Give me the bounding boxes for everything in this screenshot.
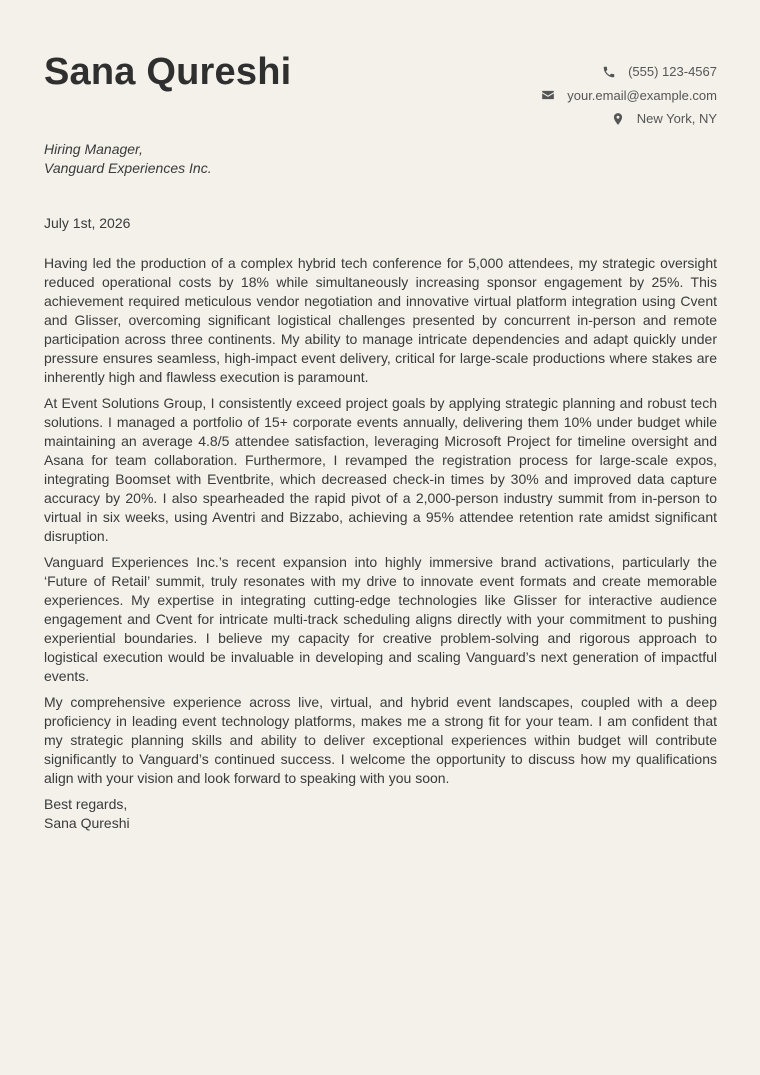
letter-body — [44, 254, 717, 795]
email-text: your.email@example.com — [567, 87, 717, 103]
map-pin-icon — [611, 112, 625, 126]
closing-salutation: Best regards, — [44, 796, 128, 812]
body-paragraph: My comprehensive experience across live, virtual, and hybrid event landscapes, coupled with a deep proficiency in leading event technology platforms, makes me a strong fit for your team. I am confident that my strategic planning skills and ability to deliver exceptional experiences within budget will contribute significantly to Vanguard’s continued success. I welcome the opportunity to discuss how my qualifications align with your vision and look forward to speaking with you soon. — [44, 694, 717, 786]
envelope-icon — [541, 88, 555, 102]
phone-icon — [602, 65, 616, 79]
body-paragraph: At Event Solutions Group, I consistently exceed project goals by applying strategic planning and robust tech solutions. I managed a portfolio of 15+ corporate events annually, delivering them 10% under budget while maintaining an average 4.8/5 attendee satisfaction, leveraging Microsoft Project for timeline oversight and Asana for team collaboration. Furthermore, I revamped the registration process for large-scale expos, integrating Boomset with Eventbrite, which decreased check-in times by 30% and improved data capture accuracy by 20%. I also spearheaded the rapid pivot of a 2,000-person industry summit from in-person to virtual in six weeks, using Aventri and Bizzabo, achieving a 95% attendee retention rate amidst significant disruption. — [44, 395, 717, 544]
letter-date: July 1st, 2026 — [44, 215, 131, 231]
contact-block — [541, 60, 717, 131]
recipient-block — [44, 140, 212, 178]
closing-block — [44, 795, 130, 833]
body-paragraph: Having led the production of a complex hybrid tech conference for 5,000 attendees, my strategic oversight reduced operational costs by 18% while simultaneously increasing sponsor engagement by 25%. This achievement required meticulous vendor negotiation and innovative virtual platform integration using Cvent and Glisser, overcoming significant logistical challenges presented by concurrent in-person and remote participation across three continents. My ability to manage intricate dependencies and adapt quickly under pressure ensures seamless, high-impact event delivery, critical for large-scale productions where stakes are inherently high and flawless execution is paramount. — [44, 255, 717, 385]
recipient-company: Vanguard Experiences Inc. — [44, 160, 212, 176]
location-text: New York, NY — [636, 111, 717, 126]
contact-location — [541, 107, 717, 131]
body-paragraph: Vanguard Experiences Inc.’s recent expansion into highly immersive brand activations, particularly the ‘Future of Retail’ summit, truly resonates with my drive to innovate event formats and create memorable experiences. My expertise in integrating cutting-edge technologies like Glisser for interactive audience engagement and Cvent for intricate multi-track scheduling aligns directly with your commitment to pushing experiential boundaries. I believe my capacity for creative problem-solving and rigorous approach to logistical execution would be invaluable in developing and scaling Vanguard’s next generation of impactful events. — [44, 554, 717, 684]
closing-signature: Sana Qureshi — [44, 815, 130, 831]
phone-text: (555) 123-4567 — [628, 64, 717, 79]
applicant-name: Sana Qureshi — [44, 51, 292, 93]
contact-email — [541, 84, 717, 108]
contact-phone — [541, 60, 717, 84]
recipient-title: Hiring Manager, — [44, 141, 143, 157]
